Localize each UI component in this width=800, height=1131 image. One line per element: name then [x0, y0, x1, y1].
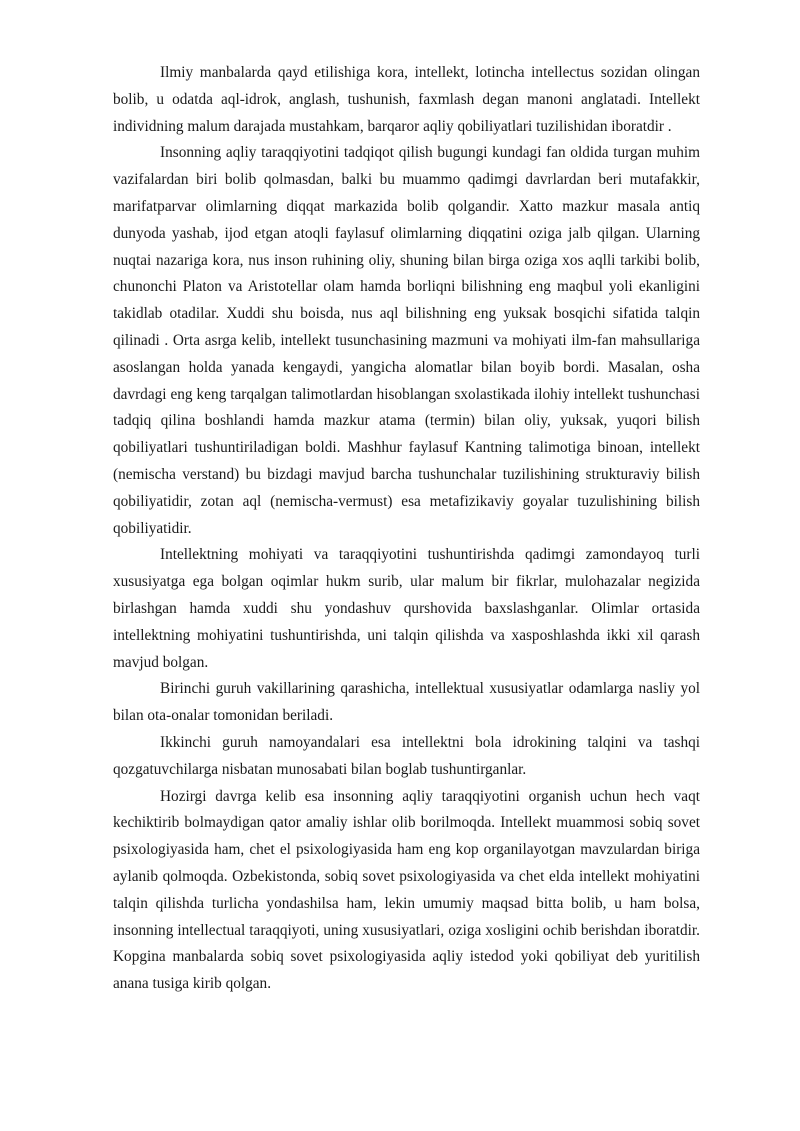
paragraph-intellect-definition: Ilmiy manbalarda qayd etilishiga kora, intellekt, lotincha intellectus sozidan olingan bolib, u odatda aql-idrok, anglash, tushunish, faxmlash degan manoni anglatadi. Intellekt individning malum darajada mustahkam, barqaror aqliy qobiliyatlari tuzilishidan iboratdir .	[113, 64, 700, 135]
paragraph-currents-of-thought: Intellektning mohiyati va taraqqiyotini tushuntirishda qadimgi zamondayoq turli xususiyatga ega bolgan oqimlar hukm surib, ular malum bir fikrlar, mulohazalar negizida birlashgan hamda xuddi shu yondashuv qurshovida baxslashganlar. Olimlar ortasida intellektning mohiyatini tushuntirishda, uni talqin qilishda va xasposhlashda ikki xil qarash mavjud bolgan.	[113, 546, 700, 671]
paragraph-historical-views: Insonning aqliy taraqqiyotini tadqiqot qilish bugungi kundagi fan oldida turgan muhim vazifalardan biri bolib qolmasdan, balki bu muammo qadimgi davrlardan beri mutafakkir, marifatparvar olimlarning diqqat markazida bolib qolgandir. Xatto mazkur masala antiq dunyoda yashab, ijod etgan atoqli faylasuf olimlarning diqqatini oziga jalb qilgan. Ularning nuqtai nazariga kora, nus inson ruhining oliy, shuning bilan birga oziga xos aqlli tarkibi bolib, chunonchi Platon va Aristotellar olam hamda borliqni bilishning eng maqbul yoli ekanligini takidlab otadilar. Xuddi shu boisda, nus aql bilishning eng yuksak bosqichi sifatida talqin qilinadi . Orta asrga kelib, intellekt tusunchasining mazmuni va mohiyati ilm-fan mahsullariga asoslangan holda yanada kengaydi, yangicha alomatlar bilan boyib bordi. Masalan, osha davrdagi eng keng tarqalgan talimotlardan hisoblangan sxolastikada ilohiy intellekt tushunchasi tadqiq qilina boshlandi hamda mazkur atama (termin) bilan oliy, yuksak, yuqori bilish qobiliyatlari tushuntiriladigan boldi. Mashhur faylasuf Kantning talimotiga binoan, intellekt (nemischa verstand) bu bizdagi mavjud barcha tushunchalar tuzilishining strukturaviy bilish qobiliyatidir, zotan aql (nemischa-vermust) esa metafizikaviy goyalar tuzulishining bilish qobiliyatidir.	[113, 144, 700, 537]
document-body	[113, 60, 700, 998]
paragraph-first-group: Birinchi guruh vakillarining qarashicha, intellektual xususiyatlar odamlarga nasliy yol bilan ota-onalar tomonidan beriladi.	[113, 680, 700, 725]
paragraph-second-group: Ikkinchi guruh namoyandalari esa intellektni bola idrokining talqini va tashqi qozgatuvchilarga nisbatan munosabati bilan boglab tushuntirganlar.	[113, 733, 700, 778]
paragraph-modern-research: Hozirgi davrga kelib esa insonning aqliy taraqqiyotini organish uchun hech vaqt kechiktirib bolmaydigan qator amaliy ishlar olib borilmoqda. Intellekt muammosi sobiq sovet psixologiyasida ham, chet el psixologiyasida ham eng kop organilayotgan mavzulardan biriga aylanib qolmoqda. Ozbekistonda, sobiq sovet psixologiyasida va chet elda intellekt mohiyatini talqin qilishda turlicha yondashilsa ham, lekin umumiy maqsad bitta bolib, u ham bolsa, insonning intellectual taraqqiyoti, uning xususiyatlari, oziga xosligini ochib berishdan iboratdir. Kopgina manbalarda sobiq sovet psixologiyasida aqliy istedod yoki qobiliyat deb yuritilish anana tusiga kirib qolgan.	[113, 787, 700, 993]
